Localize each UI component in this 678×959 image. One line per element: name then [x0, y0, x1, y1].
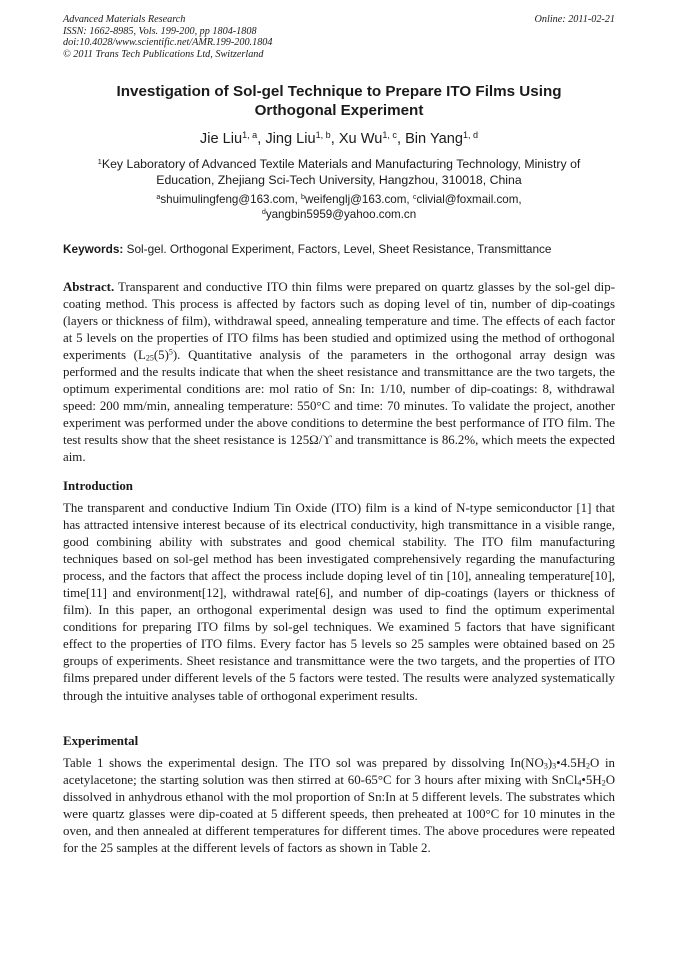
abstract: Abstract. Transparent and conductive ITO thin films were prepared on quartz glasses by the sol-gel dip-coating method. This process is affected by factors such as doping level of tin, number of dip-coatings (layers or thickness of film), withdrawal speed, annealing temperature and time. The effects of each factor at 5 levels on the properties of ITO films has been studied and optimized using the method of orthogonal experiments $(L_{25}(5)^5)$. Quantitative analysis of the parameters in the orthogonal array design was performed and the results indicate that when the sheet resistance and transmittance are the two targets, the optimum experimental conditions are: mol ratio of Sn: In: 1/10, number of dip-coatings: 8, withdrawal speed: 200 mm/min, annealing temperature: 550°C and time: 70 minutes. To validate the project, another experiment was performed under the above conditions to determine the best performance of ITO film. The test results show that the sheet resistance is 125Ω/ϒ and transmittance is 86.2%, which meets the expected aim.: [63, 280, 615, 465]
email-b[interactable]: weifenglj@163.com,: [305, 193, 410, 206]
affiliation-line-1: Key Laboratory of Advanced Textile Materials and Manufacturing Technology, Ministry of: [101, 157, 581, 171]
doi-line[interactable]: doi:10.4028/www.scientific.net/AMR.199-200.1804: [63, 37, 273, 49]
title-line-1: Investigation of Sol-gel Technique to Prepare ITO Films Using: [116, 83, 562, 100]
email-list: $^a$shuimulingfeng@163.com, $^b$weifenglj@163.com, $^c$clivial@foxmail.com, $^d$yangbin5959@yahoo.com.cn: [156, 192, 522, 221]
author-superscript: 1, c: [382, 130, 397, 141]
author-name: Bin Yang: [405, 131, 463, 147]
issn-line: ISSN: 1662-8985, Vols. 199-200, pp 1804-1808: [63, 25, 257, 37]
affiliation-line-2: Education, Zhejiang Sci-Tech University, Hangzhou, 310018, China: [156, 173, 522, 187]
email-c[interactable]: clivial@foxmail.com,: [416, 193, 522, 206]
affiliation-superscript: 1: [97, 156, 102, 166]
experimental-text: Table 1 shows the experimental design. The ITO sol was prepared by dissolving $In(NO_3)_3•4.5H_2O$ in acetylacetone; the starting solution was then stirred at 60-65°C for 3 hours after mixing with $SnCl_4•5H_2O$ dissolved in anhydrous ethanol with the mol proportion of Sn:In at 5 different levels. The substrates which were quartz glasses were dip-coated at 5 different speeds, then preheated at 100°C for 10 minutes in the oven, and then annealed at different temperatures for different times. The above procedures were repeated for the 25 samples at the different levels of factors as shown in Table 2.: [63, 756, 615, 856]
paper-title: [63, 82, 615, 120]
copyright-line: © 2011 Trans Tech Publications Ltd, Switzerland: [63, 48, 264, 60]
online-date: Online: 2011-02-21: [534, 14, 615, 25]
publication-header: [63, 14, 615, 60]
author-name: Jie Liu: [199, 131, 243, 147]
introduction-heading: Introduction: [63, 479, 133, 493]
author-name: Jing Liu: [265, 131, 316, 147]
keywords: [63, 242, 615, 257]
journal-name: Advanced Materials Research: [63, 14, 186, 25]
keywords-label: Keywords:: [63, 242, 124, 256]
introduction-text: The transparent and conductive Indium Tin Oxide (ITO) film is a kind of N-type semiconductor [1] that has attracted intensive interest because of its electrical conductivity, high transmittance in a visible range, good combining ability with substrates and good chemical stability. The ITO film manufacturing techniques based on sol-gel method has been investigated comprehensively regarding the manufacturing process, and the factors that affect the process include doping level of tin [10], annealing temperature[10], time[11] and environment[12], withdrawal rate[6], and number of dip-coatings (layers or thickness of film). In this paper, an orthogonal experimental design was used to find the optimum experimental conditions for preparing ITO films by sol-gel techniques. We examined 5 factors that have significant effect to the properties of ITO films. Every factor has 5 levels so 25 samples were obtained based on 25 groups of experiments. Sheet resistance and transmittance were the two targets, and the properties of ITO films prepared under different levels of the 5 factors were tested. The results were analyzed systematically through the intuitive analyses table of orthogonal experiment results.: [63, 501, 615, 703]
affiliation: [63, 156, 615, 188]
abstract-label: Abstract.: [63, 280, 115, 294]
author-name: Xu Wu: [338, 131, 383, 147]
author-superscript: 1, a: [242, 130, 258, 141]
experimental-heading: Experimental: [63, 734, 139, 748]
title-line-2: Orthogonal Experiment: [254, 102, 424, 119]
author-superscript: 1, d: [462, 130, 479, 141]
author-list: Jie Liu$^{1, a}$, Jing Liu$^{1, b}$, Xu Wu$^{1, c}$, Bin Yang$^{1, d}$: [199, 130, 479, 147]
email-a[interactable]: shuimulingfeng@163.com,: [160, 193, 298, 206]
email-d[interactable]: yangbin5959@yahoo.com.cn: [265, 207, 417, 221]
author-superscript: 1, b: [315, 130, 331, 141]
keywords-text: Sol-gel. Orthogonal Experiment, Factors, Level, Sheet Resistance, Transmittance: [126, 242, 552, 256]
